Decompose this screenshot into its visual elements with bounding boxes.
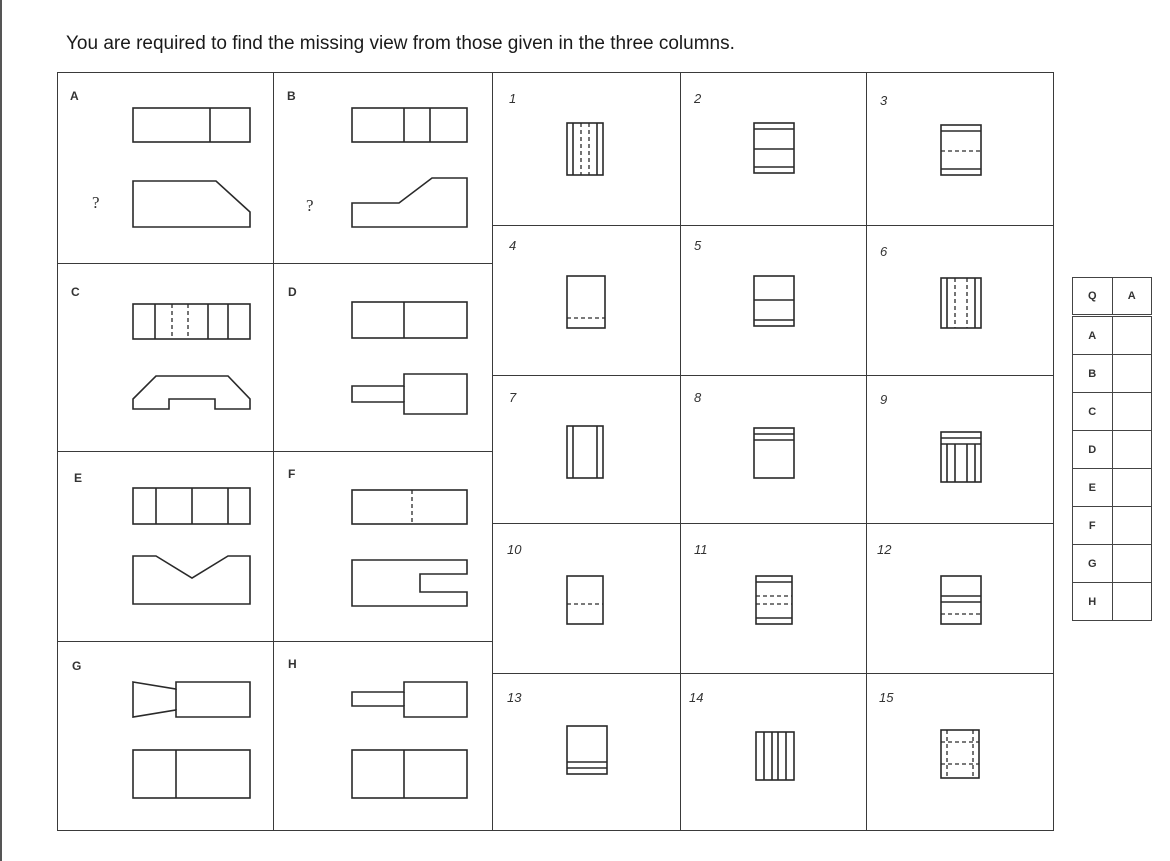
problem-label-b: B: [287, 89, 296, 103]
problem-cell-b: [273, 72, 494, 265]
answer-row: [1073, 583, 1152, 621]
answer-row: [1073, 431, 1152, 469]
option-number-1: 1: [509, 91, 517, 106]
option-cell-7: [492, 375, 682, 525]
option-cell-8: [680, 375, 868, 525]
option-drawing-6: [867, 226, 1055, 378]
answer-row-question: C: [1073, 393, 1113, 431]
option-cell-5: [680, 225, 868, 377]
answer-input-cell[interactable]: [1112, 507, 1152, 545]
answer-row: [1073, 545, 1152, 583]
problem-label-c: C: [71, 285, 80, 299]
answer-input-cell[interactable]: [1112, 316, 1152, 355]
drawing-c: [58, 264, 276, 454]
problem-cell-c: [57, 263, 275, 453]
answer-input-cell[interactable]: [1112, 469, 1152, 507]
answer-row-question: A: [1073, 316, 1113, 355]
option-number-12: 12: [877, 542, 892, 557]
answer-input-cell[interactable]: [1112, 431, 1152, 469]
option-cell-6: [866, 225, 1054, 377]
problem-cell-h: [273, 641, 494, 831]
answer-row-question: E: [1073, 469, 1113, 507]
problem-cell-a: [57, 72, 275, 265]
answer-row: [1073, 469, 1152, 507]
problem-label-d: D: [288, 285, 297, 299]
problem-cell-g: [57, 641, 275, 831]
option-drawing-8: [681, 376, 869, 526]
option-drawing-15: [867, 674, 1055, 832]
answer-row-question: G: [1073, 545, 1113, 583]
answer-table-header-q: Q: [1073, 278, 1113, 316]
answer-table: [1072, 277, 1152, 621]
option-number-14: 14: [689, 690, 704, 705]
option-cell-11: [680, 523, 868, 675]
option-cell-1: [492, 72, 682, 227]
option-drawing-1: [493, 73, 683, 228]
drawing-b: [274, 73, 495, 266]
problem-label-g: G: [72, 659, 82, 673]
answer-input-cell[interactable]: [1112, 355, 1152, 393]
missing-view-marker-a: ?: [92, 193, 100, 212]
drawing-a: [58, 73, 276, 266]
option-number-5: 5: [694, 238, 702, 253]
option-number-8: 8: [694, 390, 702, 405]
answer-row: [1073, 316, 1152, 355]
option-drawing-14: [681, 674, 869, 832]
option-number-9: 9: [880, 392, 888, 407]
option-drawing-2: [681, 73, 869, 228]
option-cell-10: [492, 523, 682, 675]
option-cell-2: [680, 72, 868, 227]
page-left-border: [0, 0, 2, 861]
answer-table-header-a: A: [1112, 278, 1152, 316]
problem-label-h: H: [288, 657, 297, 671]
option-drawing-13: [493, 674, 683, 832]
option-cell-14: [680, 673, 868, 831]
option-cell-3: [866, 72, 1054, 227]
option-number-15: 15: [879, 690, 894, 705]
option-number-11: 11: [694, 542, 708, 557]
option-cell-4: [492, 225, 682, 377]
option-drawing-3: [867, 73, 1055, 228]
option-cell-12: [866, 523, 1054, 675]
missing-view-marker-b: ?: [306, 196, 314, 215]
answer-input-cell[interactable]: [1112, 583, 1152, 621]
drawing-d: [274, 264, 495, 454]
problem-cell-d: [273, 263, 494, 453]
answer-table-header: [1073, 278, 1152, 316]
answer-row: [1073, 393, 1152, 431]
answer-row-question: F: [1073, 507, 1113, 545]
problem-label-e: E: [74, 471, 83, 485]
option-cell-9: [866, 375, 1054, 525]
option-number-2: 2: [694, 91, 702, 106]
page-title: You are required to find the missing view from those given in the three columns.: [66, 33, 735, 54]
answer-row-question: B: [1073, 355, 1113, 393]
option-number-4: 4: [509, 238, 517, 253]
option-number-6: 6: [880, 244, 888, 259]
option-drawing-4: [493, 226, 683, 378]
option-cell-15: [866, 673, 1054, 831]
problem-cell-e: [57, 451, 275, 643]
answer-input-cell[interactable]: [1112, 545, 1152, 583]
option-drawing-12: [867, 524, 1055, 676]
problem-label-a: A: [70, 89, 79, 103]
drawing-e: [58, 452, 276, 644]
answer-row: [1073, 507, 1152, 545]
answer-row: [1073, 355, 1152, 393]
answer-input-cell[interactable]: [1112, 393, 1152, 431]
drawing-g: [58, 642, 276, 832]
option-number-10: 10: [507, 542, 522, 557]
option-number-7: 7: [509, 390, 517, 405]
option-drawing-9: [867, 376, 1055, 526]
option-cell-13: [492, 673, 682, 831]
option-drawing-11: [681, 524, 869, 676]
drawing-h: [274, 642, 495, 832]
problem-label-f: F: [288, 467, 296, 481]
option-number-3: 3: [880, 93, 888, 108]
answer-row-question: H: [1073, 583, 1113, 621]
problem-cell-f: [273, 451, 494, 643]
option-drawing-5: [681, 226, 869, 378]
drawing-f: [274, 452, 495, 644]
answer-row-question: D: [1073, 431, 1113, 469]
option-drawing-7: [493, 376, 683, 526]
option-number-13: 13: [507, 690, 522, 705]
option-drawing-10: [493, 524, 683, 676]
